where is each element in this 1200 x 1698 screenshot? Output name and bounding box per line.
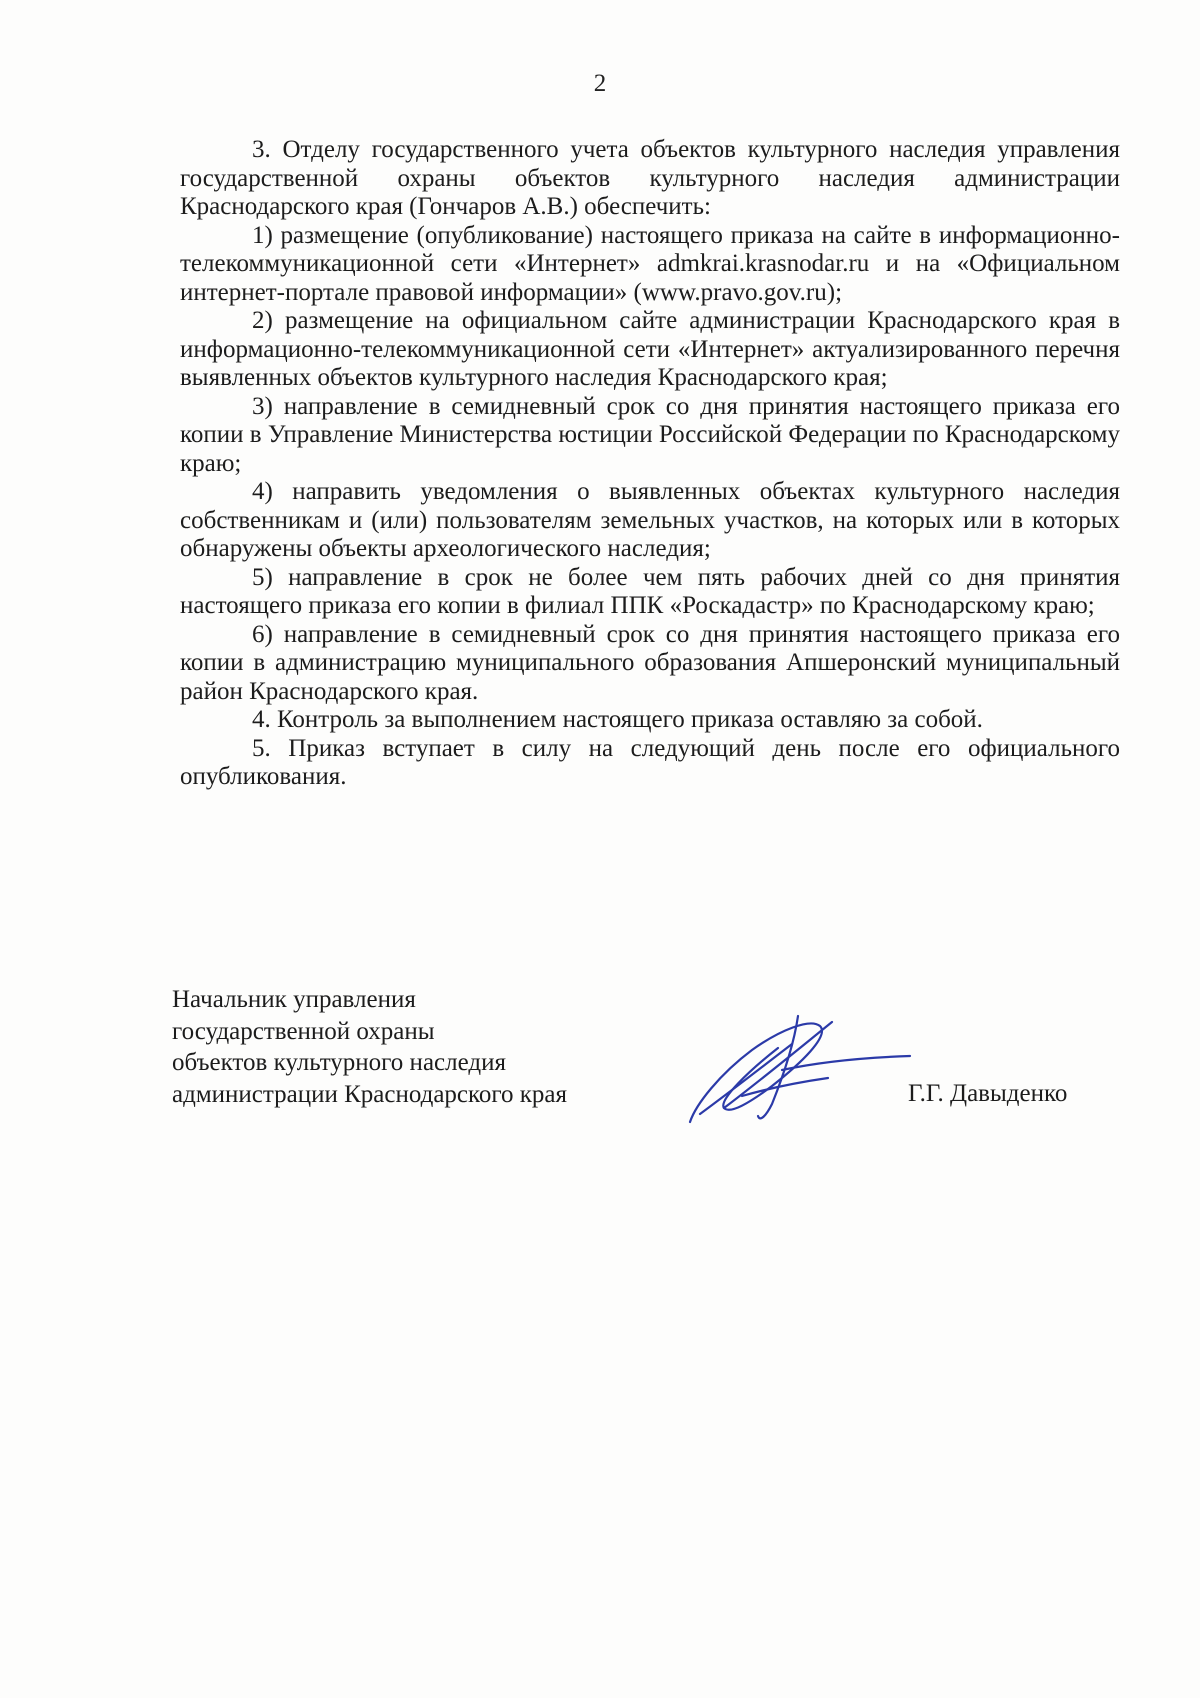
signer-position-line: государственной охраны — [172, 1017, 435, 1045]
handwritten-signature — [660, 1004, 920, 1134]
document-body — [180, 136, 1120, 792]
paragraph-item-4: 4. Контроль за выполнением настоящего приказа оставляю за собой. — [252, 706, 983, 733]
paragraph-subitem-6: 6) направление в семидневный срок со дня принятия настоящего приказа его копии в администрацию муниципального образования Апшеронский муниципальный район Краснодарского края. — [180, 620, 1120, 705]
paragraph-subitem-5: 5) направление в срок не более чем пять рабочих дней со дня принятия настоящего приказа его копии в филиал ППК «Роскадастр» по Краснодарскому краю; — [180, 563, 1120, 619]
signature-block — [172, 984, 1132, 1144]
paragraph-item-3: 3. Отделу государственного учета объектов культурного наследия управления государственной охраны объектов культурного наследия администрации Краснодарского края (Гончаров А.В.) обеспечить: — [180, 136, 1120, 220]
paragraph-item-5: 5. Приказ вступает в силу на следующий день после его официального опубликования. — [180, 734, 1120, 790]
signer-position-line: администрации Краснодарского края — [172, 1080, 568, 1108]
signer-position — [172, 984, 692, 1110]
paragraph-subitem-3: 3) направление в семидневный срок со дня принятия настоящего приказа его копии в Управление Министерства юстиции Российской Федерации по Краснодарскому краю; — [180, 392, 1120, 477]
signer-position-line: Начальник управления — [172, 986, 416, 1013]
page-number: 2 — [593, 70, 607, 97]
signer-name: Г.Г. Давыденко — [908, 1080, 1068, 1107]
paragraph-subitem-4: 4) направить уведомления о выявленных объектах культурного наследия собственникам и (или) пользователям земельных участков, на которых или в которых обнаружены объекты археологического наследия; — [180, 478, 1120, 562]
paragraph-subitem-2: 2) размещение на официальном сайте администрации Краснодарского края в информационно-телекоммуникационной сети «Интернет» актуализированного перечня выявленных объектов культурного наследия Краснодарского края; — [180, 307, 1120, 391]
paragraph-subitem-1: 1) размещение (опубликование) настоящего приказа на сайте в информационно-телекоммуникационной сети «Интернет» admkrai.krasnodar.ru и на «Официальном интернет-портале правовой информации» (www.pravo.gov.ru); — [180, 221, 1120, 306]
signer-position-line: объектов культурного наследия — [172, 1049, 506, 1076]
